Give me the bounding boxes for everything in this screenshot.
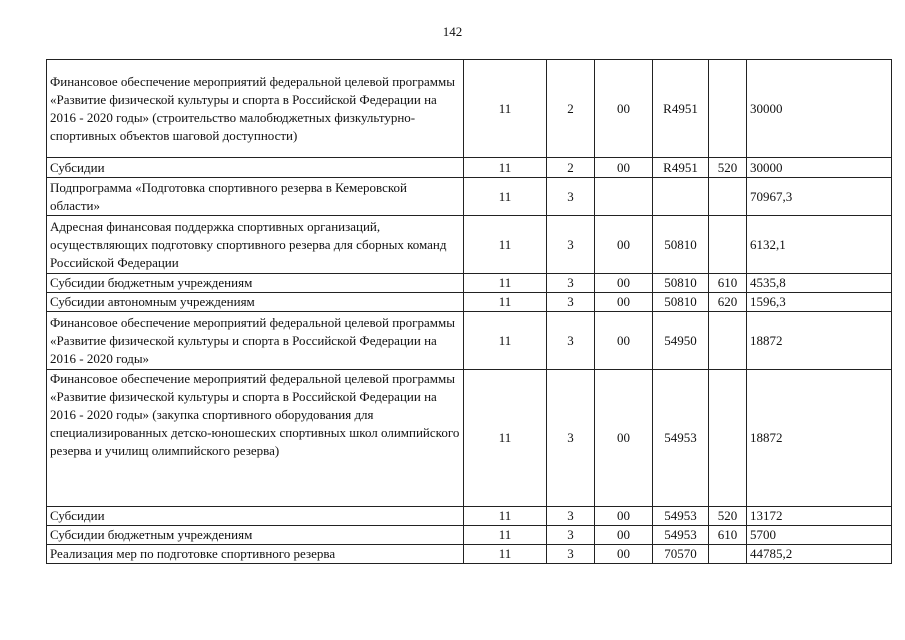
row-subprogram: 00: [595, 545, 653, 564]
row-subprogram: 00: [595, 507, 653, 526]
row-subsection: 3: [547, 526, 595, 545]
row-target-item: 50810: [653, 293, 709, 312]
row-subsection: 2: [547, 60, 595, 158]
row-subsection: 2: [547, 158, 595, 178]
row-expense-type: 520: [709, 507, 747, 526]
row-expense-type: 520: [709, 158, 747, 178]
row-target-item: 50810: [653, 274, 709, 293]
row-name: Подпрограмма «Подготовка спортивного резерва в Кемеровской области»: [47, 178, 464, 216]
row-subprogram: 00: [595, 526, 653, 545]
row-target-item: 50810: [653, 216, 709, 274]
row-subsection: 3: [547, 178, 595, 216]
table-row: [47, 507, 892, 526]
table-row: [47, 60, 892, 158]
table-row: [47, 370, 892, 507]
row-name: Субсидии: [47, 507, 464, 526]
row-expense-type: 610: [709, 274, 747, 293]
row-section: 11: [464, 60, 547, 158]
row-subprogram: [595, 178, 653, 216]
row-amount: 18872: [747, 312, 892, 370]
row-subprogram: 00: [595, 216, 653, 274]
row-subsection: 3: [547, 293, 595, 312]
table-row: [47, 293, 892, 312]
row-target-item: R4951: [653, 158, 709, 178]
row-name: Субсидии бюджетным учреждениям: [47, 526, 464, 545]
row-section: 11: [464, 312, 547, 370]
row-amount: 1596,3: [747, 293, 892, 312]
page-number: 142: [442, 24, 463, 39]
table-row: [47, 312, 892, 370]
row-target-item: 70570: [653, 545, 709, 564]
row-subsection: 3: [547, 545, 595, 564]
row-subprogram: 00: [595, 370, 653, 507]
row-section: 11: [464, 526, 547, 545]
row-section: 11: [464, 293, 547, 312]
row-subsection: 3: [547, 507, 595, 526]
row-subprogram: 00: [595, 158, 653, 178]
row-section: 11: [464, 545, 547, 564]
row-expense-type: 610: [709, 526, 747, 545]
row-amount: 6132,1: [747, 216, 892, 274]
row-amount: 5700: [747, 526, 892, 545]
row-amount: 70967,3: [747, 178, 892, 216]
row-expense-type: [709, 60, 747, 158]
row-section: 11: [464, 216, 547, 274]
table-row: [47, 158, 892, 178]
row-subprogram: 00: [595, 312, 653, 370]
row-target-item: 54950: [653, 312, 709, 370]
row-name: Реализация мер по подготовке спортивного резерва: [47, 545, 464, 564]
row-name: Субсидии: [47, 158, 464, 178]
row-subsection: 3: [547, 274, 595, 293]
row-subprogram: 00: [595, 293, 653, 312]
table-row: [47, 216, 892, 274]
row-target-item: 54953: [653, 507, 709, 526]
row-amount: 13172: [747, 507, 892, 526]
row-section: 11: [464, 507, 547, 526]
row-amount: 44785,2: [747, 545, 892, 564]
row-target-item: R4951: [653, 60, 709, 158]
table-row: [47, 545, 892, 564]
row-target-item: 54953: [653, 526, 709, 545]
row-expense-type: [709, 370, 747, 507]
row-name: Субсидии бюджетным учреждениям: [47, 274, 464, 293]
row-subsection: 3: [547, 216, 595, 274]
row-name: Финансовое обеспечение мероприятий федеральной целевой программы «Развитие физической культуры и спорта в Российской Федерации на 2016 - 2020 годы» (строительство малобюджетных физкультурно-спортивных объектов шаговой доступности): [47, 60, 464, 158]
budget-table: [46, 59, 892, 564]
row-name: Финансовое обеспечение мероприятий федеральной целевой программы «Развитие физической культуры и спорта в Российской Федерации на 2016 - 2020 годы» (закупка спортивного оборудования для специализированных детско-юношеских спортивных школ олимпийского резерва и училищ олимпийского резерва): [47, 370, 464, 507]
row-amount: 4535,8: [747, 274, 892, 293]
row-amount: 30000: [747, 60, 892, 158]
row-expense-type: [709, 178, 747, 216]
row-name: Адресная финансовая поддержка спортивных организаций, осуществляющих подготовку спортивного резерва для сборных команд Российской Федерации: [47, 216, 464, 274]
table-row: [47, 178, 892, 216]
row-name: Субсидии автономным учреждениям: [47, 293, 464, 312]
row-name: Финансовое обеспечение мероприятий федеральной целевой программы «Развитие физической культуры и спорта в Российской Федерации на 2016 - 2020 годы»: [47, 312, 464, 370]
row-subprogram: 00: [595, 60, 653, 158]
row-subprogram: 00: [595, 274, 653, 293]
row-amount: 30000: [747, 158, 892, 178]
row-subsection: 3: [547, 370, 595, 507]
row-section: 11: [464, 178, 547, 216]
row-section: 11: [464, 370, 547, 507]
row-expense-type: 620: [709, 293, 747, 312]
row-target-item: 54953: [653, 370, 709, 507]
row-expense-type: [709, 312, 747, 370]
row-section: 11: [464, 158, 547, 178]
row-subsection: 3: [547, 312, 595, 370]
table-row: [47, 526, 892, 545]
table-row: [47, 274, 892, 293]
row-expense-type: [709, 216, 747, 274]
row-section: 11: [464, 274, 547, 293]
row-expense-type: [709, 545, 747, 564]
row-target-item: [653, 178, 709, 216]
row-amount: 18872: [747, 370, 892, 507]
